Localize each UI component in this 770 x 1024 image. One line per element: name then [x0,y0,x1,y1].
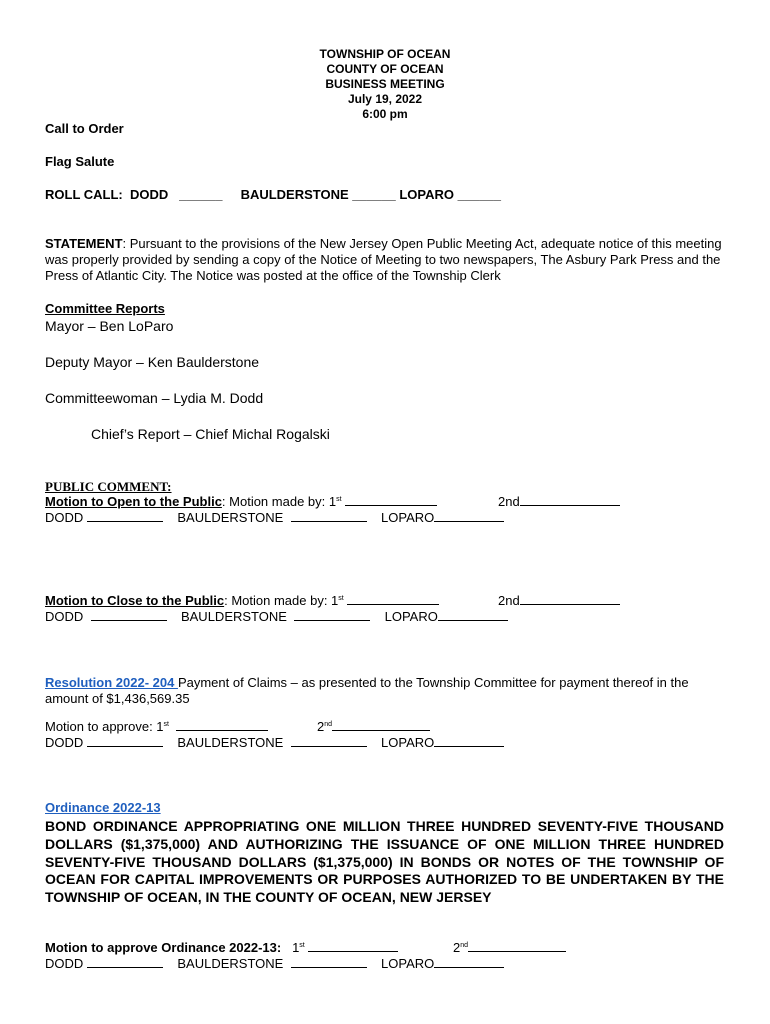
motion-approve-text: Motion to approve: 1 [45,719,164,734]
header-line-township: TOWNSHIP OF OCEAN [319,47,451,61]
vote-blank [438,610,508,621]
superscript-st: st [299,942,305,949]
vote-line-close [45,609,508,624]
vote-blank [291,736,367,747]
superscript-st: st [163,721,169,728]
vote-blank [434,511,504,522]
flag-salute: Flag Salute [45,154,115,169]
roll-call-label: ROLL CALL: [45,187,123,202]
committee-reports-heading: Committee Reports [45,301,165,316]
roll-call-baulderstone: BAULDERSTONE [240,187,349,202]
motion-open-second [498,494,620,509]
motion-made-by-text: : Motion made by: 1 [221,494,337,509]
motion-made-by-text: : Motion made by: 1 [224,593,339,608]
vote-line-open [45,510,504,525]
second-label: 2nd [498,494,520,509]
roll-call-blank: ______ [457,187,501,202]
vote-blank [87,511,163,522]
second-label: 2 [453,940,461,955]
statement-paragraph [45,236,725,284]
superscript-st: st [336,496,342,503]
roll-call-blank: ______ [352,187,396,202]
motion-close-line [45,593,439,608]
superscript-st: st [338,595,344,602]
second-blank [520,594,620,605]
resolution-text: Payment of Claims – as presented to the Township Committee for payment thereof in the amount of $1,436,569.35 [45,675,689,706]
report-deputy-mayor: Deputy Mayor – Ken Baulderstone [45,354,260,370]
roll-call-loparo: LOPARO [399,187,454,202]
vote-blank [87,957,163,968]
superscript-nd: nd [460,942,469,949]
motion-open-line [45,494,437,509]
header-time: 6:00 pm [362,107,408,121]
first-blank [345,495,437,506]
public-comment-heading: PUBLIC COMMENT: [45,479,172,494]
statement-text: : Pursuant to the provisions of the New Jersey Open Public Meeting Act, adequate notice of this meeting was properly provided by sending a copy of the Notice of Meeting to two newspapers, The Asbury Park Press and the Press of Atlantic City. The Notice was posted at the office of the Township Clerk [45,236,722,283]
superscript-nd: nd [324,721,333,728]
report-committeewoman: Committeewoman – Lydia M. Dodd [45,390,264,406]
vote-loparo: LOPARO [381,510,435,525]
ordinance-motion-second [453,940,566,955]
vote-baulderstone: BAULDERSTONE [177,735,284,750]
first-label: 1 [292,940,300,955]
header-line-county: COUNTY OF OCEAN [326,62,444,76]
motion-open-label: Motion to Open to the Public [45,494,222,509]
vote-baulderstone: BAULDERSTONE [180,609,287,624]
first-blank [308,941,398,952]
resolution-motion-line [45,719,268,734]
vote-dodd: DODD [45,956,84,971]
call-to-order: Call to Order [45,121,124,136]
motion-close-second [498,593,620,608]
vote-dodd: DODD [45,510,84,525]
ordinance-motion-label: Motion to approve Ordinance 2022-13: [45,940,282,955]
second-label: 2 [317,719,325,734]
roll-call-dodd: DODD [129,187,169,202]
second-label: 2nd [498,593,520,608]
ordinance-title: BOND ORDINANCE APPROPRIATING ONE MILLION THREE HUNDRED SEVENTY-FIVE THOUSAND DOLLARS ($1,375,000) AND AUTHORIZING THE ISSUANCE OF ONE MILLION THREE HUNDRED SEVENTY-FIVE THOUSAND DOLLARS ($1,375,000) IN BONDS OR NOTES OF THE TOWNSHIP OF OCEAN FOR CAPITAL IMPROVEMENTS OR PURPOSES AUTHORIZED TO BE UNDERTAKEN BY THE TOWNSHIP OF OCEAN, IN THE COUNTY OF OCEAN, NEW JERSEY [45,818,724,906]
vote-blank [434,736,504,747]
resolution-motion-second [317,719,430,734]
vote-blank [291,957,367,968]
report-mayor: Mayor – Ben LoParo [45,318,174,334]
ordinance-motion-line [45,940,398,955]
vote-blank [434,957,504,968]
header-line-meeting: BUSINESS MEETING [325,77,445,91]
motion-close-label: Motion to Close to the Public [45,593,225,608]
vote-baulderstone: BAULDERSTONE [177,956,284,971]
second-blank [332,720,430,731]
second-blank [468,941,566,952]
vote-dodd: DODD [45,735,84,750]
vote-blank [294,610,370,621]
vote-line-resolution [45,735,504,750]
vote-loparo: LOPARO [381,956,435,971]
ordinance-link[interactable]: Ordinance 2022-13 [45,800,161,815]
vote-loparo: LOPARO [384,609,438,624]
vote-loparo: LOPARO [381,735,435,750]
vote-dodd: DODD [45,609,84,624]
header-date: July 19, 2022 [347,92,423,106]
second-blank [520,495,620,506]
roll-call-blank: ______ [179,187,223,202]
vote-baulderstone: BAULDERSTONE [177,510,284,525]
statement-label: STATEMENT [45,236,123,251]
vote-blank [91,610,167,621]
report-chief: Chief’s Report – Chief Michal Rogalski [91,426,330,442]
roll-call-line [45,187,501,202]
resolution-link[interactable]: Resolution 2022- 204 [45,675,178,690]
resolution-paragraph [45,675,725,707]
first-blank [347,594,439,605]
vote-blank [291,511,367,522]
vote-line-ordinance [45,956,504,971]
first-blank [176,720,268,731]
vote-blank [87,736,163,747]
